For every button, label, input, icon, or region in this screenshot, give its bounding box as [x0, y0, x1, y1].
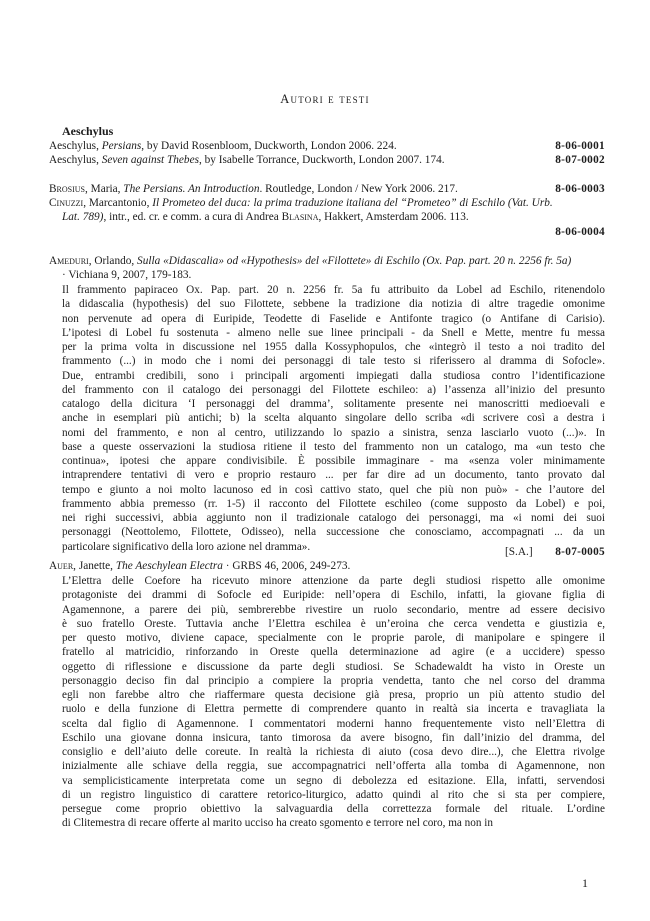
text-line: la didascalia (hypothesis) del suo Filottete, sebbene la tradizione dia notizia di altre tragedie omonime: [62, 298, 605, 311]
text-line: persegue come proprio obiettivo la salvaguardia della correttezza formale del rituale. L’ordine: [62, 803, 605, 815]
text-line: Agamennone, a parere dei più, sembrerebbe rivestire un ruolo secondario, mentre ad essere decisivo: [62, 603, 605, 616]
text-line: scelta dal figlio di Agamennone. I commentatori moderni hanno frequentemente visto nell’Elettra di: [62, 717, 605, 730]
text-line: L’Elettra delle Coefore ha ricevuto minore attenzione da parte degli studiosi rispetto alle omonime: [62, 575, 605, 587]
text-line: oggetto di riflessione e discussione da parte degli studiosi. Se Schadewaldt ha visto in Oreste un: [62, 660, 605, 673]
text-line: personaggio deciso fin dal principio a compiere la propria vendetta, tanto che nel corso del dramma: [62, 674, 605, 687]
abstract-auer: [62, 574, 605, 831]
author-heading: Aeschylus: [62, 124, 114, 138]
text-line: nomi del frammento, e non al centro, utilizzando lo spazio a sinistra, senza lasciarlo vuoto (...)». In: [62, 426, 605, 439]
signature: [S.A.]: [505, 546, 533, 558]
text-line: per la prima volta in discussione nel 1955 dalla Kossyphopulos, che «integrò il testo a noi tradito del: [62, 341, 605, 353]
text-line: Due, entrambi credibili, sono i principali argomenti impiegati dalla studiosa contro l’identificazione: [62, 369, 605, 382]
text-line: non pervenute ad opera di Euripide, Teodette di Faselide e Antifonte tragico (o Antifane di Carisio).: [62, 312, 605, 325]
text-line: per questo motivo, diviene capace, specialmente con le proprie parole, di manipolare e spingere il: [62, 632, 605, 644]
text-line: anche in esemplari più antichi; b) la scelta alquanto singolare dello scriba «di scrivere così a destra i: [62, 412, 605, 425]
text-line: personaggi (Neottolemo, Filottete, Odisseo), nella successione che conosciamo, accompagnati ... da un: [62, 526, 605, 539]
text-line: va semplicisticamente interpretata come un segno di debolezza ed esitazione. Ella, infatti, servendosi: [62, 774, 605, 787]
text-line: di un registro linguistico di carattere retorico-liturgico, adatto quindi al rito che si sta per compiere,: [62, 788, 605, 801]
section-header: Autori e testi: [280, 92, 370, 106]
entry-ref: 8-06-0001: [555, 140, 605, 152]
page-number: 1: [582, 876, 588, 890]
text-line: di Clitemestra di recare offerte al marito ucciso ha creato sgomento e terrore nel coro, ma non in: [62, 817, 493, 830]
text-line: L’ipotesi di Lobel fu sostenuta - almeno nelle sue linee principali - da Snell e Mette, mentre fu messa: [62, 326, 605, 339]
text-line: protagoniste dei drammi di Sofocle ed Euripide: nell’opera di Eschilo, infatti, la giovane figlia di: [62, 589, 605, 602]
text-line: Il frammento papiraceo Ox. Pap. part. 20 n. 2256 fr. 5a fu attribuito da Lobel ad Eschilo, ritenendolo: [62, 284, 605, 296]
text-line: intraprendere tentativi di vero e proprio restauro ... per far dire ad un documento, tanto provato dal: [62, 469, 605, 482]
text-line: egli non farebbe altro che riaffermare questa decisione già presa, proprio un più attento studio del: [62, 689, 605, 701]
text-line: catalogo della dicitura ‘I personaggi del dramma’, solitamente presente nei manoscritti medioevali e: [62, 398, 605, 410]
document-page: Autori e testi Aeschylus Aeschylus, Persians, by David Rosenbloom, Duckworth, London 2006. 224. 8-06-0001 Aeschylus, Seven against Thebes, by Isabelle Torrance, Duckworth, London 2007. 174. 8-07-0002 Brosius, Maria, The Persians. An Introduction. Routledge, London / New York 2006. 217. 8-06-0003 Cinuzzi, Marcantonio, Il Prometeo del duca: la prima traduzione italiana del “Prometeo” di Eschilo (Vat. Urb. Lat. 789), intr., ed. cr. e comm. a cura di Andrea Blasina, Hakkert, Amsterdam 2006. 113. 8-06-0004 Ameduri, Orlando, Sulla «Didascalia» od «Hypothesis» del «Filottete» di Eschilo (Ox. Pap. part. 20 n. 2256 fr. 5a) · Vichiana 9, 2007, 179-183. Il frammento papiraceo Ox. Pap. part. 20 n. 2256 fr. 5a fu attribuito da Lobel ad Eschilo, ritenendolo la didascalia (hypothesis) del suo Filottete, sebbene la tradizione dia notizia di altre tragedie omonime non pervenute ad opera di Euripide, Teodette di Faselide e Antifonte tragico (o Antifane di Carisio). L’ipotesi di Lobel fu sostenuta - almeno nelle sue linee principali - da Snell e Mette, mentre fu messa per la prima volta in discussione nel 1955 dalla Kossyphopulos, che «integrò il testo a noi tradito del frammento (...) in modo che i nomi dei personaggi di tale testo si riferissero al dramma di Sofocle». Due, entrambi credibili, sono i principali argomenti impiegati dalla studiosa contro l’identificazione del frammento con il catalogo dei personaggi del Filottete eschileo: a) l’assenza all’inizio del presunto catalogo della dicitura ‘I personaggi del dramma’, solitamente presente nei manoscritti medioevali e anche in esemplari più antichi; b) la scelta alquanto singolare dello scriba «di scrivere così a destra i nomi del frammento, e non al centro, utilizzando lo spazio a sinistra, senza lasciarlo vuoto (...)». In base a queste osservazioni la studiosa ritiene il testo del frammento non un catalogo, ma «un testo che continua», ipotesi che appare condivisibile. È possibile immaginare - ma «senza voler minimamente intraprendere tentativi di vero e proprio restauro ... per far dire ad un documento, tanto provato dal tempo e giunto a noi molto lacunoso ed in così cattivo stato, quel che più non può» - che l’autore del frammento abbia premesso (rr. 1-5) il racconto del Filottete eschileo (come supposto da Lobel) e poi, nei righi successivi, abbia aggiunto non il tradizionale catalogo dei personaggi, ma «i nomi dei suoi personaggi (Neottolemo, Filottete, Odisseo), nella successione che conosciamo, accompagnati ... da un particolare significativo della loro azione nel dramma». [S.A.] 8-07-0005 Auer, Janette, The Aeschylean Electra · GRBS 46, 2006, 249-273. L’Elettra delle Coefore ha ricevuto minore attenzione da parte degli studiosi rispetto alle omonime protagoniste dei drammi di Sofocle ed Euripide: nell’opera di Eschilo, infatti, la giovane figlia di Agamennone, a parere dei più, sembrerebbe rivestire un ruolo secondario, mentre ad essere decisivo è suo fratello Oreste. Tuttavia anche l’Elettra eschilea è un’eroina che cerca vendetta e giustizia e, per questo motivo, diviene capace, specialmente con le proprie parole, di manipolare e spingere il fratello al matricidio, rinforzando in Oreste quella determinazione ad agire (e a uccidere) spesso oggetto di riflessione e discussione da parte degli studiosi. Se Schadewaldt ha visto in Oreste un personaggio deciso fin dal principio a compiere la propria vendetta, tanto che nel corso del dramma egli non farebbe altro che riaffermare questa decisione già presa, proprio un più attento studio del ruolo e della funzione di Elettra permette di comprendere quanto in realtà sia incerta e travagliata la scelta dal figlio di Agamennone. I commentatori moderni hanno frequentemente visto nell’Elettra di Eschilo una giovane donna insicura, tanto timorosa da avere bisogno, fin dall’inizio del dramma, del consiglio e dell’aiuto delle coreute. In realtà la richiesta di aiuto (cosa devo dire...), che Elettra rivolge inizialmente alle schiave della reggia, sue accompagnatrici nell’offerta alla tomba di Agamennone, non va semplicisticamente interpretata come un segno di debolezza ed esitazione. Ella, infatti, servendosi di un registro linguistico di carattere retorico-liturgico, adatto quindi al rito che si sta per compiere, persegue come proprio obiettivo la salvaguardia della correttezza formale del rituale. L’ordine di Clitemestra di recare offerte al marito ucciso ha creato sgomento e terrore nel coro, ma non in 1: [0, 0, 650, 921]
text-line: base a queste osservazioni la studiosa ritiene il testo del frammento non un catalogo, ma «un testo che: [62, 440, 605, 453]
entry-ref: 8-06-0003: [555, 183, 605, 195]
entry-ref: 8-07-0005: [555, 546, 605, 558]
text-line: Eschilo una giovane donna insicura, tanto timorosa da avere bisogno, fin dall’inizio del dramma, del: [62, 731, 605, 744]
text-line: fratello al matricidio, rinforzando in Oreste quella determinazione ad agire (e a uccidere) spesso: [62, 646, 605, 659]
text-line: inizialmente alle schiave della reggia, sue accompagnatrici nell’offerta alla tomba di Agamennone, non: [62, 760, 605, 773]
text-line: ruolo e della funzione di Elettra permette di comprendere quanto in realtà sia incerta e travagliata la: [62, 703, 605, 716]
text-line: frammento (...) in modo che i nomi dei personaggi di tale testo si riferissero al dramma di Sofocle».: [62, 355, 605, 368]
text-line: è suo fratello Oreste. Tuttavia anche l’Elettra eschilea è un’eroina che cerca vendetta e giustizia e,: [62, 617, 605, 630]
abstract-ameduri: [62, 283, 605, 554]
text-line: consiglio e dell’aiuto delle coreute. In realtà la richiesta di aiuto (cosa devo dire...), che Elettra rivolge: [62, 746, 605, 758]
text-line: continua», ipotesi che appare condivisibile. È possibile immaginare - ma «senza voler minimamente: [62, 455, 605, 467]
text-line: del frammento con il catalogo dei personaggi del Filottete eschileo: a) l’assenza all’inizio del presunto: [62, 383, 605, 396]
text-line: nei righi successivi, abbia aggiunto non il tradizionale catalogo dei personaggi, ma «i nomi dei suoi: [62, 512, 605, 524]
text-line: frammento abbia premesso (rr. 1-5) il racconto del Filottete eschileo (come supposto da Lobel) e poi,: [62, 497, 605, 510]
entry-ref: 8-07-0002: [555, 154, 605, 166]
entry-ref: 8-06-0004: [555, 226, 605, 238]
text-line: tempo e giunto a noi molto lacunoso ed in così cattivo stato, quel che più non può» - che l’autore del: [62, 483, 605, 496]
text-line: particolare significativo della loro azione nel dramma».: [62, 540, 311, 553]
